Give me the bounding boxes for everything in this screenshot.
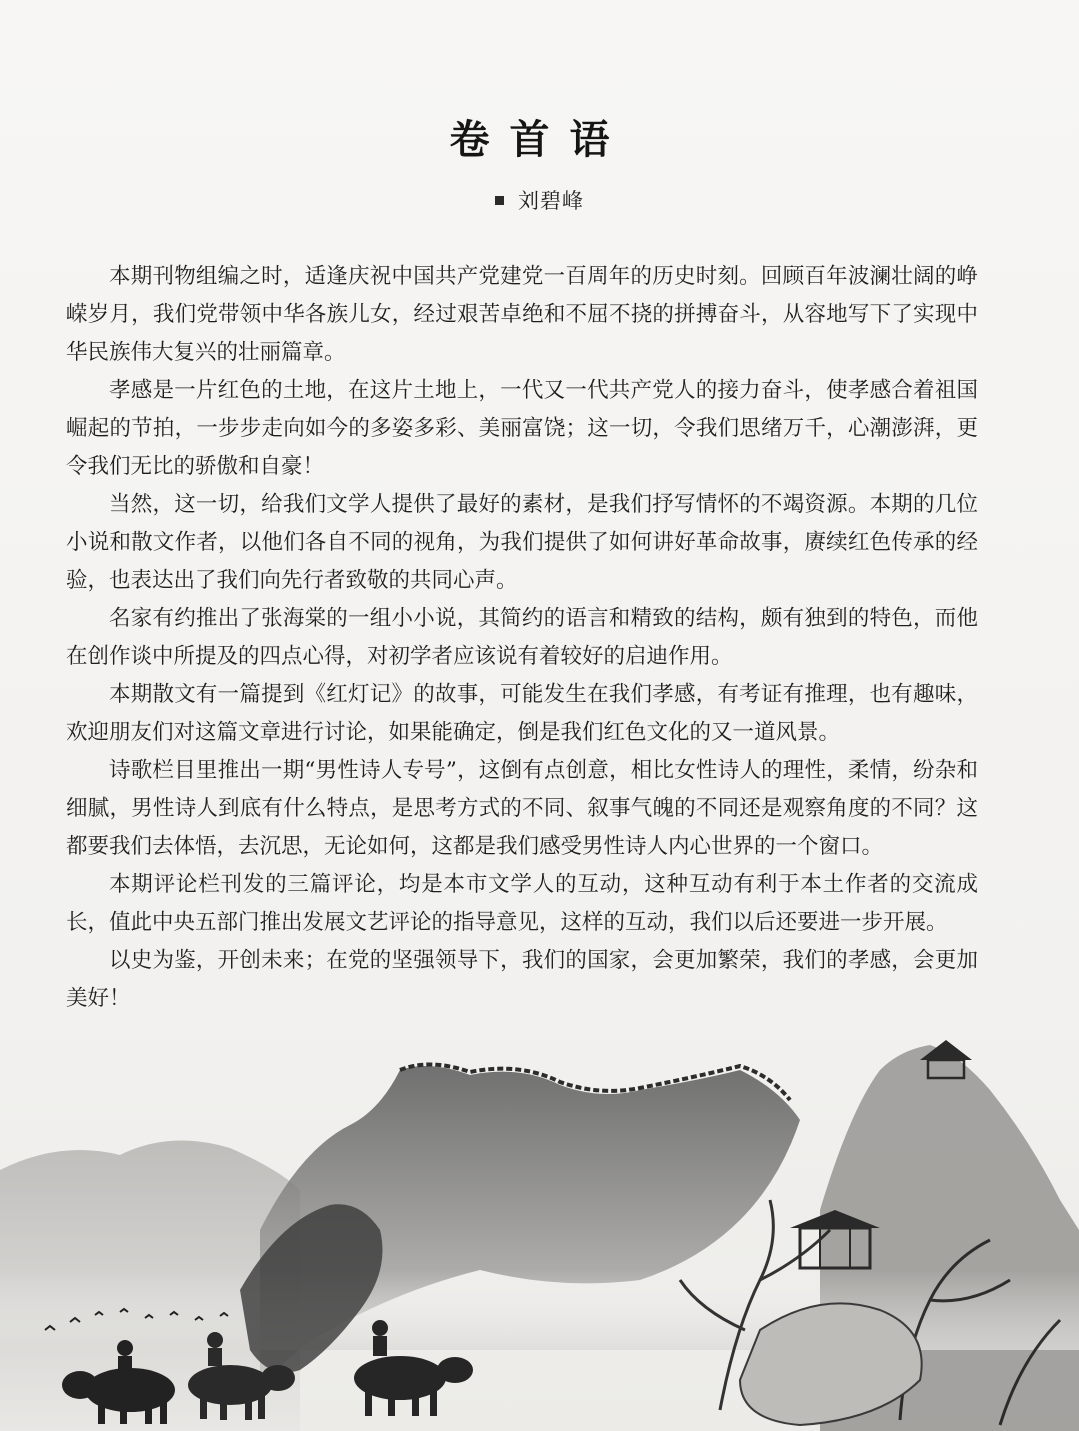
paragraph: 名家有约推出了张海棠的一组小小说，其简约的语言和精致的结构，颇有独到的特色，而他在创作谈中所提及的四点心得，对初学者应该说有着较好的启迪作用。 — [66, 606, 978, 669]
page-title: 卷首语 — [449, 116, 630, 163]
article-body — [66, 258, 978, 1018]
paragraph: 以史为鉴，开创未来；在党的坚强领导下，我们的国家，会更加繁荣，我们的孝感，会更加美好！ — [66, 948, 978, 1011]
author-line — [0, 185, 1079, 215]
paragraph: 诗歌栏目里推出一期“男性诗人专号”，这倒有点创意，相比女性诗人的理性，柔情，纷杂和细腻，男性诗人到底有什么特点，是思考方式的不同、叙事气魄的不同还是观察角度的不同？这都要我们去体悟，去沉思，无论如何，这都是我们感受男性诗人内心世界的一个窗口。 — [66, 758, 978, 859]
square-bullet-icon — [495, 196, 504, 205]
mist-band — [0, 1270, 1079, 1350]
paragraph: 本期评论栏刊发的三篇评论，均是本市文学人的互动，这种互动有利于本土作者的交流成长，值此中央五部门推出发展文艺评论的指导意见，这样的互动，我们以后还要进一步开展。 — [66, 872, 978, 935]
paragraph: 本期刊物组编之时，适逢庆祝中国共产党建党一百周年的历史时刻。回顾百年波澜壮阔的峥嵘岁月，我们党带领中华各族儿女，经过艰苦卓绝和不屈不挠的拼搏奋斗，从容地写下了实现中华民族伟大复兴的壮丽篇章。 — [66, 264, 978, 365]
paragraph: 孝感是一片红色的土地，在这片土地上，一代又一代共产党人的接力奋斗，使孝感合着祖国崛起的节拍，一步步走向如今的多姿多彩、美丽富饶；这一切，令我们思绪万千，心潮澎湃，更令我们无比的骄傲和自豪！ — [66, 378, 978, 479]
paragraph: 当然，这一切，给我们文学人提供了最好的素材，是我们抒写情怀的不竭资源。本期的几位小说和散文作者，以他们各自不同的视角，为我们提供了如何讲好革命故事，赓续红色传承的经验，也表达出了我们向先行者致敬的共同心声。 — [66, 492, 978, 593]
paragraph: 本期散文有一篇提到《红灯记》的故事，可能发生在我们孝感，有考证有推理，也有趣味，欢迎朋友们对这篇文章进行讨论，如果能确定，倒是我们红色文化的又一道风景。 — [66, 682, 978, 745]
author-name: 刘碧峰 — [518, 189, 584, 213]
ink-landscape-illustration — [0, 1030, 1079, 1431]
